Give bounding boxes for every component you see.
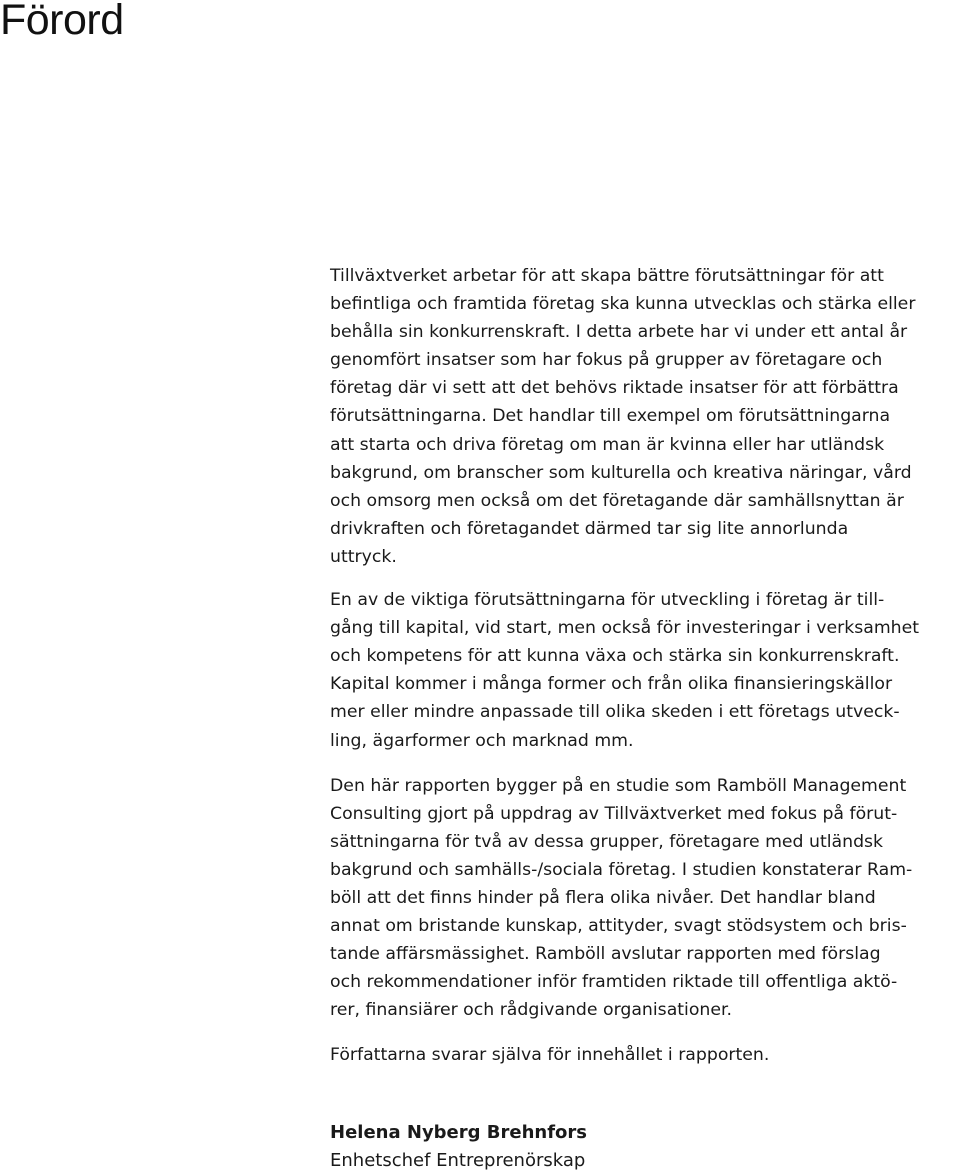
text-line: ling, ägarformer och marknad mm. bbox=[330, 730, 634, 751]
text-line: och omsorg men också om det företagande där samhällsnyttan är bbox=[330, 490, 904, 511]
text-line: Consulting gjort på uppdrag av Tillväxtverket med fokus på förut- bbox=[330, 803, 898, 824]
paragraph-3 bbox=[330, 772, 960, 1025]
paragraph-1 bbox=[330, 262, 960, 571]
text-line: drivkraften och företagandet därmed tar sig lite annorlunda bbox=[330, 518, 849, 539]
text-line: och kompetens för att kunna växa och stärka sin konkurrenskraft. bbox=[330, 646, 900, 667]
paragraph-4 bbox=[330, 1041, 960, 1069]
text-line: En av de viktiga förutsättningarna för utveckling i företag är till- bbox=[330, 590, 885, 611]
text-line: och rekommendationer inför framtiden riktade till offentliga aktö- bbox=[330, 972, 898, 993]
text-line: Den här rapporten bygger på en studie som Ramböll Management bbox=[330, 775, 907, 796]
text-line: bakgrund, om branscher som kulturella och kreativa näringar, vård bbox=[330, 462, 912, 483]
text-line: att starta och driva företag om man är kvinna eller har utländsk bbox=[330, 434, 885, 455]
signatory-name: Helena Nyberg Brehnfors bbox=[330, 1122, 588, 1143]
text-line: Kapital kommer i många former och från olika finansieringskällor bbox=[330, 674, 893, 695]
text-line: Författarna svarar själva för innehållet i rapporten. bbox=[330, 1045, 770, 1066]
text-line: behålla sin konkurrenskraft. I detta arbete har vi under ett antal år bbox=[330, 322, 908, 343]
paragraph-2 bbox=[330, 586, 960, 755]
text-line: företag där vi sett att det behövs riktade insatser för att förbättra bbox=[330, 378, 899, 399]
foreword-body bbox=[330, 262, 960, 1070]
text-line: sättningarna för två av dessa grupper, företagare med utländsk bbox=[330, 831, 884, 852]
text-line: tande affärsmässighet. Ramböll avslutar rapporten med förslag bbox=[330, 944, 881, 965]
text-line: rer, finansiärer och rådgivande organisationer. bbox=[330, 1000, 733, 1021]
text-line: befintliga och framtida företag ska kunna utvecklas och stärka eller bbox=[330, 294, 916, 315]
text-line: mer eller mindre anpassade till olika skeden i ett företags utveck- bbox=[330, 702, 900, 723]
text-line: förutsättningarna. Det handlar till exempel om förutsättningarna bbox=[330, 406, 891, 427]
text-line: böll att det finns hinder på flera olika nivåer. Det handlar bland bbox=[330, 887, 876, 908]
text-line: Tillväxtverket arbetar för att skapa bättre förutsättningar för att bbox=[330, 266, 884, 286]
signatory-role: Enhetschef Entreprenörskap bbox=[330, 1150, 586, 1171]
signature-block bbox=[330, 1119, 950, 1175]
page-title: Förord bbox=[0, 0, 124, 44]
text-line: uttryck. bbox=[330, 546, 397, 567]
text-line: bakgrund och samhälls-/sociala företag. I studien konstaterar Ram- bbox=[330, 859, 913, 880]
text-line: annat om bristande kunskap, attityder, svagt stödsystem och bris- bbox=[330, 916, 907, 937]
text-line: genomfört insatser som har fokus på grupper av företagare och bbox=[330, 350, 883, 371]
text-line: gång till kapital, vid start, men också för investeringar i verksamhet bbox=[330, 618, 920, 639]
